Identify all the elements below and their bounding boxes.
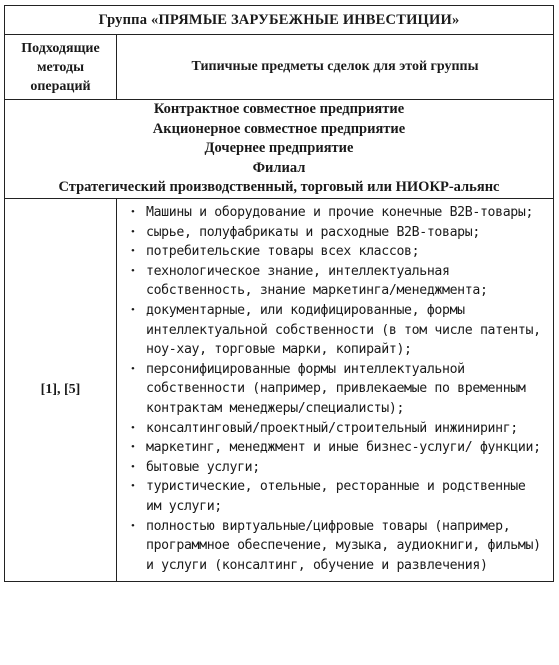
header-row (5, 35, 554, 100)
items-list (131, 203, 547, 575)
items-cell (117, 199, 554, 582)
list-item: • полностью виртуальные/цифровые товары (например, программное обеспечение, музыка, аудиокниги, фильмы) и услуги (консалтинг, обучение и развлечения) (131, 517, 547, 576)
list-item: • консалтинговый/проектный/строительный инжиниринг; (131, 419, 547, 439)
list-item: • потребительские товары всех классов; (131, 242, 547, 262)
list-item: • маркетинг, менеджмент и иные бизнес-услуги/ функции; (131, 438, 547, 458)
entities-row (5, 100, 554, 199)
entity-line: Дочернее предприятие (204, 140, 354, 157)
list-item: • туристические, отельные, ресторанные и родственные им услуги; (131, 477, 547, 516)
entity-line: Акционерное совместное предприятие (152, 120, 406, 137)
header-methods-line: методы (36, 59, 85, 75)
references-cell: [1], [5] (5, 199, 117, 582)
entities-cell (5, 100, 554, 199)
entity-line: Филиал (252, 159, 306, 176)
list-item: • Машины и оборудование и прочие конечные В2В-товары; (131, 203, 547, 223)
list-item: • сырье, полуфабрикаты и расходные В2В-товары; (131, 223, 547, 243)
title-row (5, 6, 554, 35)
list-item: • технологическое знание, интеллектуальная собственность, знание маркетинга/менеджмента; (131, 262, 547, 301)
header-methods (5, 35, 117, 100)
investment-group-table (4, 5, 554, 582)
header-methods-line: операций (30, 78, 91, 94)
content-row (5, 199, 554, 582)
list-item: • персонифицированные формы интеллектуальной собственности (например, привлекаемые по временным контрактам менеджеры/специалисты); (131, 360, 547, 419)
table-title: Группа «ПРЯМЫЕ ЗАРУБЕЖНЫЕ ИНВЕСТИЦИИ» (5, 6, 554, 35)
entity-line: Стратегический производственный, торговый или НИОКР-альянс (58, 179, 500, 196)
entity-line: Контрактное совместное предприятие (153, 101, 405, 118)
header-methods-line: Подходящие (21, 40, 100, 56)
list-item: • документарные, или кодифицированные, формы интеллектуальной собственности (в том числе патенты, ноу-хау, торговые марки, копирайт); (131, 301, 547, 360)
list-item: • бытовые услуги; (131, 458, 547, 478)
header-subjects: Типичные предметы сделок для этой группы (117, 35, 554, 100)
